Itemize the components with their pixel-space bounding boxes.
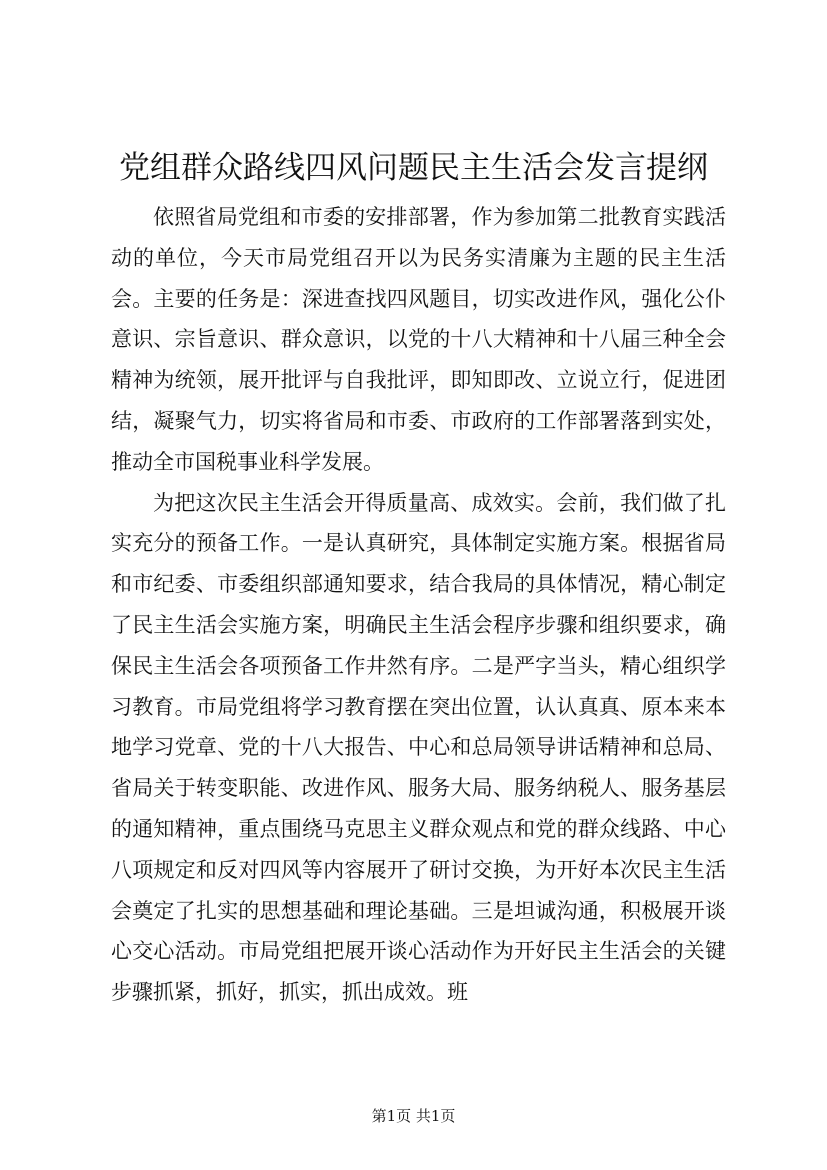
- paragraph-2: 为把这次民主生活会开得质量高、成效实。会前，我们做了扎实充分的预备工作。一是认真研究，具体制定实施方案。根据省局和市纪委、市委组织部通知要求，结合我局的具体情况，精心制定了民主生活会实施方案，明确民主生活会程序步骤和组织要求，确保民主生活会各项预备工作井然有序。二是严字当头，精心组织学习教育。市局党组将学习教育摆在突出位置，认认真真、原本来本地学习党章、党的十八大报告、中心和总局领导讲话精神和总局、省局关于转变职能、改进作风、服务大局、服务纳税人、服务基层的通知精神，重点围绕马克思主义群众观点和党的群众线路、中心八项规定和反对四风等内容展开了研讨交换，为开好本次民主生活会奠定了扎实的思想基础和理论基础。三是坦诚沟通，积极展开谈心交心活动。市局党组把展开谈心活动作为开好民主生活会的关键步骤抓紧，抓好，抓实，抓出成效。班: [111, 490, 726, 1005]
- document-body: [111, 197, 726, 1013]
- paragraph-1: 依照省局党组和市委的安排部署，作为参加第二批教育实践活动的单位，今天市局党组召开以为民务实清廉为主题的民主生活会。主要的任务是：深进查找四风题目，切实改进作风，强化公仆意识、宗旨意识、群众意识，以党的十八大精神和十八届三种全会精神为统领，展开批评与自我批评，即知即改、立说立行，促进团结，凝聚气力，切实将省局和市委、市政府的工作部署落到实处，推动全市国税事业科学发展。: [111, 205, 726, 474]
- document-title: 党组群众路线四风问题民主生活会发言提纲: [119, 150, 708, 186]
- page-footer: 第1页 共1页: [371, 1107, 456, 1125]
